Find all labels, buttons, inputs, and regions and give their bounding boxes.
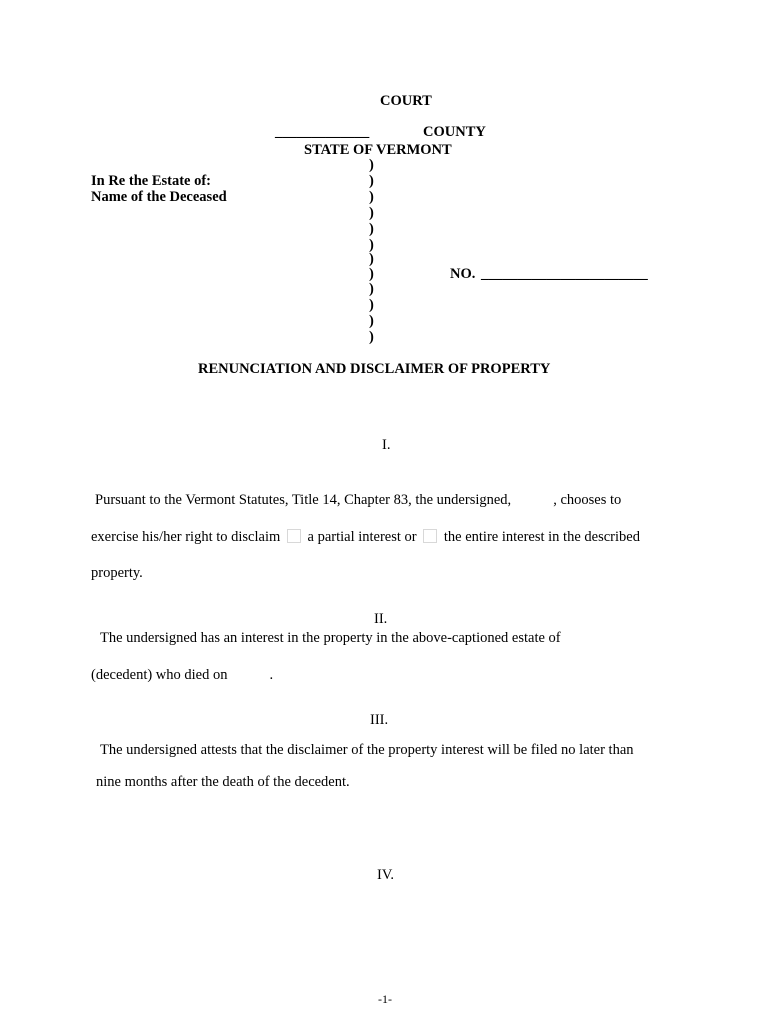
section-heading-2: II. bbox=[374, 611, 388, 627]
court-heading: COURT bbox=[380, 93, 432, 109]
case-number-label: NO. bbox=[450, 266, 476, 282]
estate-label: In Re the Estate of: bbox=[91, 173, 212, 189]
entire-interest-checkbox[interactable] bbox=[423, 529, 437, 543]
section-1-line-3: property. bbox=[91, 565, 143, 581]
section-heading-4: IV. bbox=[377, 867, 395, 883]
deceased-name: Name of the Deceased bbox=[91, 189, 227, 205]
case-number-blank[interactable]: _______________________ bbox=[481, 266, 648, 282]
section-1-text: Pursuant to the Vermont Statutes, Title 14, Chapter 83, the undersigned, bbox=[95, 492, 512, 508]
section-heading-3: III. bbox=[370, 712, 389, 728]
partial-interest-label: a partial interest or bbox=[307, 529, 417, 545]
caption-paren: ) bbox=[369, 266, 374, 282]
caption-paren: ) bbox=[369, 221, 374, 237]
caption-paren: ) bbox=[369, 173, 374, 189]
section-1-text: , chooses to bbox=[553, 492, 622, 508]
page-number: -1- bbox=[378, 992, 392, 1006]
section-3-line-1: The undersigned attests that the disclaimer of the property interest will be filed no later than bbox=[100, 742, 634, 758]
section-1-text: exercise his/her right to disclaim bbox=[91, 529, 281, 545]
document-title: RENUNCIATION AND DISCLAIMER OF PROPERTY bbox=[198, 361, 551, 377]
caption-paren: ) bbox=[369, 237, 374, 253]
section-2-line-1: The undersigned has an interest in the property in the above-captioned estate of bbox=[100, 630, 561, 646]
state-heading: STATE OF VERMONT bbox=[304, 142, 452, 158]
caption-paren: ) bbox=[369, 157, 374, 173]
caption-paren: ) bbox=[369, 205, 374, 221]
caption-paren: ) bbox=[369, 281, 374, 297]
county-label: COUNTY bbox=[423, 124, 486, 140]
section-1-line-2 bbox=[91, 529, 640, 545]
caption-paren: ) bbox=[369, 251, 374, 267]
section-2-line-2 bbox=[91, 668, 273, 683]
caption-paren: ) bbox=[369, 297, 374, 313]
caption-paren: ) bbox=[369, 189, 374, 205]
section-2-text: . bbox=[269, 667, 274, 683]
section-3-line-2: nine months after the death of the decedent. bbox=[96, 774, 350, 790]
section-2-text: (decedent) who died on bbox=[91, 667, 228, 683]
entire-interest-label: the entire interest in the described bbox=[443, 529, 640, 545]
partial-interest-checkbox[interactable] bbox=[287, 529, 301, 543]
section-heading-1: I. bbox=[382, 437, 391, 453]
county-blank[interactable]: _____________ bbox=[275, 124, 370, 140]
caption-paren: ) bbox=[369, 313, 374, 329]
section-1-line-1 bbox=[95, 493, 621, 508]
caption-paren: ) bbox=[369, 329, 374, 345]
